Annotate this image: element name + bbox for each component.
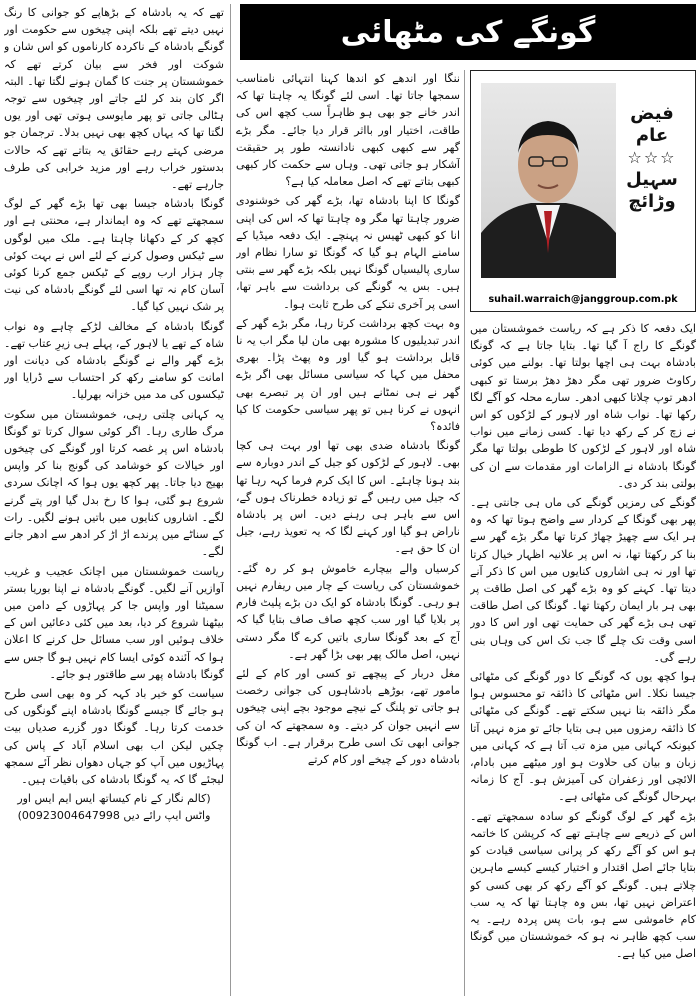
paragraph: گونگا کا اپنا بادشاہ تھا، بڑے گھر کی خوشنودی ضرور چاہتا تھا مگر وہ چاہتا تھا کہ اس کی اپنی انا کو کبھی ٹھیس نہ پہنچے۔ ایک دفعہ میڈیا کے سامنے الہام ہو گیا کہ گونگا تو سارا نظام اور ساری پالیسیاں گونگا نہیں بلکہ بڑے گھر سے بنتی ہیں۔ بس یہ گونگے کی برداشت سے باہر تھا، اسی پر آخری تنکے کی طرح ثابت ہوا۔ [236, 194, 460, 311]
paragraph: وہ بہت کچھ برداشت کرتا رہا، مگر بڑے گھر کے اندر تبدیلیوں کا مشورہ بھی مان لیا مگر اب یہ نا قابل برداشت ہو گیا اور وہ پھٹ پڑا۔ بھری محفل میں کہا کہ سیاسی مسائل بھی اگر بڑے گھر نے ہی نمٹانے ہیں اور ان پر تبصرے بھی انہوں نے کرنا ہیں تو پھر سیاسی حکومت کا کیا فائدہ؟ [236, 316, 460, 434]
column-divider [464, 70, 465, 996]
paragraph: سیاست کو خیر باد کہہ کر وہ بھی اسی طرح ہو جائے گا جیسے گونگا بادشاہ اپنے گونگوں کی خدمت کرتا رہا۔ گونگا دور گزرے صدیاں بیت چکیں لیکن اب بھی اسلام آباد کے پاس کی پہاڑیوں میں آپ کو جہاں دھواں نظر آئے سمجھ لیجئے گا کہ یہ گونگا بادشاہ کی باقیات ہیں۔ [4, 686, 224, 786]
paragraph: تھے کہ یہ بادشاہ کے بڑھاپے کو جوانی کا رنگ نہیں دیتے تھے بلکہ اپنی چیخوں سے حکومت اور گونگے بادشاہ کے ناکردہ کارناموں کو اس شان و شوکت اور فخر سے بیان کرتے تھے کہ خموشستان پر جنت کا گمان ہونے لگتا تھا۔ البتہ اگر کان بند کر لئے جاتے اور چیخوں سے توجہ ہٹالی جاتی تو پھر مایوسی ہوتی تھی اور یوں لگتا تھا کہ یہاں کچھ بھی نہیں بدلا۔ ترجمان جو مرضی کہتے رہے حقائق یہ بتاتے تھے کہ حالات بدستور خراب رہے اور مزید خرابی کی طرف جارہے تھے۔ [4, 6, 224, 192]
paragraph: ہوا کچھ یوں کہ گونگے کا دور گونگے کی مٹھائی جیسا نکلا۔ اس مٹھائی کا ذائقہ تو محسوس ہوا مگر ذائقہ بتا نہیں سکتے تھے۔ گونگے کی مٹھائی کا ذائقہ رمزوں میں ہی بتایا جائے تو مزہ نہیں آتا کیونکہ کہانی میں مزہ تب آتا ہے کہ کہانی میں زبان و بیان کی حلاوت ہو اور میٹھے میں بادام، الائچی اور زعفران کی آمیزش ہو۔ آج کا زمانہ بہرحال گونگے کی مٹھائی ہے۔ [470, 670, 696, 804]
author-byline [617, 103, 687, 213]
text-column-middle [236, 70, 460, 996]
paragraph: گونگے کی رمزیں گونگے کی ماں ہی جانتی ہے۔ پھر بھی گونگا کے کردار سے واضح ہوتا تھا کہ وہ ہر ایک سے چھیڑ چھاڑ کرتا تھا مگر بڑے گھر سے بنا کر رکھتا تھا، نہ اس پر علانیہ اظہار خیال کرتا تھا اور نہ ہی اشاروں کنایوں میں اس کا ذکر آنے دیتا تھا۔ کہنے کو وہ بڑے گھر کی اصل طاقت پر بھی ہر بار ایمان رکھتا تھا۔ گونگا کی اصل طاقت تھی ہی بڑے گھر کی حمایت تھی اور اس کا دور اسی وقت تک چلے گا جب تک اس کی وہاں بنی رہے گی۔ [470, 496, 696, 664]
paragraph: گونگا بادشاہ ضدی بھی تھا اور بہت ہی کچا بھی۔ لاہور کے لڑکوں کو جیل کے اندر دوبارہ سے بند ہونا چاہئے۔ اس کا ایک کرم فرما کہہ رہا تھا کہ جیل میں رہیں گے تو زیادہ خطرناک ہوں گے، اس سے باہر ہی رہنے دیں۔ اس پر بادشاہ ناراض ہو گیا اور کہنے لگا کہ یہ تعویذ رہے، جیل ان کا حق ہے۔ [236, 439, 460, 556]
paragraph: بڑے گھر کے لوگ گونگے کو سادہ سمجھتے تھے۔ اس کے ذریعے سے چاہتے تھے کہ کرپشن کا خاتمہ ہو اس کو آگے رکھ کر پرانی سیاسی قیادت کو بتایا جائے اصل اقتدار و اختیار کیسے کیسے ماہرین چلاتے ہیں۔ گونگے کو آگے رکھ کر بھی کسی کو اعتراض نہیں تھا، بس وہ چاہتا تھا کہ یہ سب کام خاموشی سے ہو، بات پس پردہ رہے۔ یہ سب کچھ ظاہر نہ ہو کہ خموشستان میں گونگا اصل میں کیا ہے۔ [470, 809, 696, 961]
text-column-left [4, 4, 224, 996]
paragraph: ریاست خموشستان میں اچانک عجیب و غریب آوازیں آنے لگیں۔ گونگے بادشاہ نے اپنا بوریا بستر سمیٹنا اور واپس جا کر پہاڑوں کے دامن میں بیٹھنا شروع کر دیا، بعد میں کئی دعائیں اس کے خلاف ہوئیں اور سب مسائل حل کرنے کا اعلان ہوا کہ آئندہ کوئی ایسا کام نہیں ہو گا جس سے گونگا بادشاہ پھر سے طاقتور ہو جائے۔ [4, 564, 224, 681]
paragraph: کرسیاں والے بیچارے خاموش ہو کر رہ گئے۔ خموشستان کی ریاست کے چار میں ریفارم نہیں ہو رہی۔ گونگا بادشاہ کو ایک دن بڑے پلیٹ فارم پر بلایا گیا اور سب کچھ صاف صاف بتایا گیا کہ آج کے بعد گونگا ساری باتیں کرے گا مگر دستی نہیں، اصل مالک پھر بھی بڑا گھر ہے۔ [236, 561, 460, 661]
author-photo [481, 83, 616, 278]
text-column-right [470, 320, 696, 996]
paragraph: گونگا بادشاہ جیسا بھی تھا بڑے گھر کے لوگ سمجھتے تھے کہ وہ ایماندار ہے، محنتی ہے اور کچھ کر کے دکھانا چاہتا ہے۔ ملک میں لوگوں سے ٹیکس وصول کرنے کے لئے اس نے بہت کوئی چار ہزار ارب روپے کے ٹیکس جمع کرنا کوئی آسان کام نہ تھا اسی لئے گونگے بادشاہ کی نیت پر شک نہیں کیا گیا۔ [4, 197, 224, 314]
column-headline: گونگے کی مٹھائی [240, 4, 696, 60]
author-email[interactable]: suhail.warraich@janggroup.com.pk [488, 294, 678, 305]
author-name: سہیل وڑائچ [626, 169, 678, 212]
column-divider [230, 4, 231, 996]
paragraph: یہ کہانی چلتی رہی، خموشستان میں سکوت مرگ طاری رہا۔ اگر کوئی سوال کرتا تو گونگا بادشاہ اس پر غصہ کرتا اور گونگے کی چیخوں اور خیالات کو خوشامد کی گونج بنا کر واپس بھیج دیا جاتا۔ پھر کچھ یوں ہوا کہ اچانک سردی شروع ہو گئی، ہوا کا رخ بدل گیا اور پتے گرنے لگے۔ اشاروں کنایوں میں باتیں ہونے لگیں۔ رات کے سناٹے میں پرندے اڑ اڑ کر ادھر سے ادھر جانے لگے۔ [4, 407, 224, 559]
column-title: فیض عام [630, 103, 674, 146]
paragraph: ننگا اور اندھے کو اندھا کہنا انتہائی نامناسب سمجھا جاتا تھا۔ اسی لئے گونگا یہ چاہتا تھا کہ اندر خانے جو بھی ہو ظاہراً سب کچھ اس کی طاقت، اختیار اور بااثر قرار دیا جائے۔ مگر بڑے گھر سے کبھی کبھی نادانستہ طور پر حقیقت آشکار ہو جاتی تھی۔ وہاں سے حکمت کار کبھی کبھی بتاتے تھے کہ اصل معاملہ کیا ہے؟ [236, 72, 460, 189]
author-box [470, 70, 696, 312]
paragraph: مغل دربار کے پیچھے تو کسی اور کام کے لئے مامور تھے، بوڑھے بادشاہوں کی جوانی رخصت ہو جاتی تو پلنگ کے نیچے موجود بچے اپنی چیخوں سے انہیں جوان کر دیتے۔ وہ سمجھتے کہ ان کی جوانی ابھی تک اسی طرح برقرار ہے۔ اب گونگا بادشاہ دور کے چیخے اور کام کرتے [236, 666, 460, 766]
paragraph: گونگا بادشاہ کے مخالف لڑکے چاہے وہ نواب شاہ کے تھے یا لاہور کے، پہلے ہی زیرِ عتاب تھے۔ بڑے گھر والے نے گونگے بادشاہ کی دیانت اور امانت کو سامنے رکھ کر احتساب سے ڈرایا اور ٹیکسوں کی مد میں خزانہ بھرلیا۔ [4, 319, 224, 402]
footer-note: (کالم نگار کے نام کیساتھ ایس ایم ایس اور واٹس ایپ رائے دیں 00923004647998) [17, 792, 211, 823]
star-rating: ☆☆☆ [627, 148, 677, 167]
paragraph: ایک دفعہ کا ذکر ہے کہ ریاست خموشستان میں گونگے کا راج آ گیا تھا۔ بتایا جاتا ہے کہ گونگا بادشاہ بہت ہی اچھا بولتا تھا۔ بولنے میں کوئی رکاوٹ ضرور تھی مگر دھڑ دھڑ برستا تو کبھی ادھر توپ چلاتا کبھی ادھر۔ سارے محلہ کو آگے لگا رکھا تھا۔ نواب شاہ اور لاہور کے لڑکوں کو اس نے زچ کر کے رکھ دیا تھا۔ کسی زمانے میں نواب شاہ اور لاہور کے لڑکوں کا طوطی بولتا تھا مگر گونگا بادشاہ نے الزامات اور مقدمات سے ان کی بولتی بند کر دی۔ [470, 322, 696, 490]
